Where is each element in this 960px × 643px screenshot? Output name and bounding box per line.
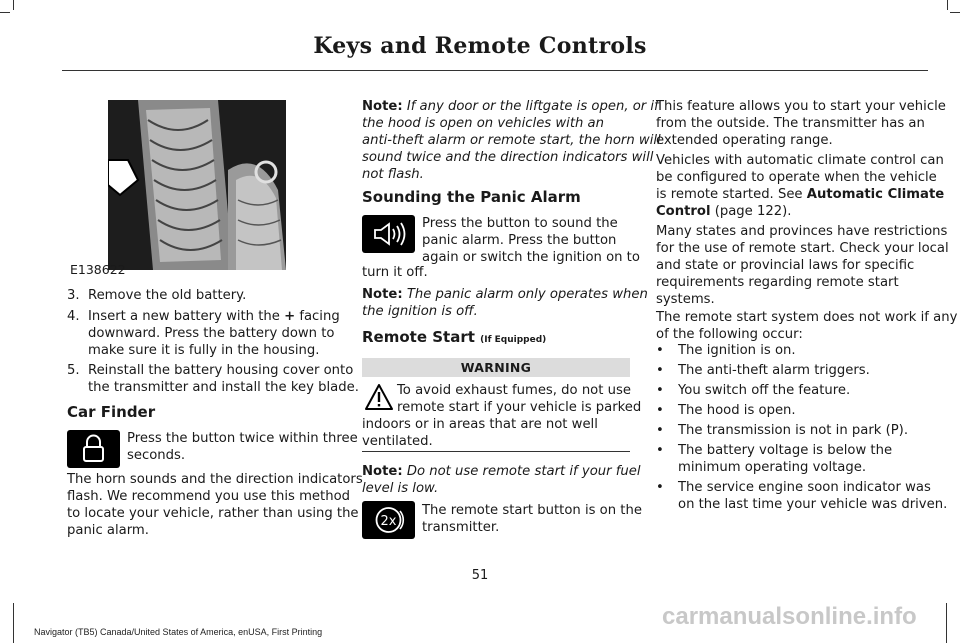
- step-text: facing: [295, 309, 340, 324]
- car-finder-instruction: Press the button twice within three seconds.: [127, 431, 358, 463]
- warning-rule: [362, 451, 630, 452]
- crop-mark: [947, 0, 948, 10]
- step-text: make sure it is fully in the housing.: [88, 343, 320, 358]
- horn-icon: [362, 215, 415, 253]
- panic-instruction: Press the button to sound the panic alarm. Press the button again or switch the ignition on to: [422, 216, 640, 265]
- warning-icon-wrap: [364, 383, 394, 411]
- car-finder-paragraph: The horn sounds and the direction indicators flash. We recommend you use this method to locate your vehicle, rather than using the panic alarm.: [67, 472, 363, 538]
- crop-mark: [0, 12, 10, 13]
- climate-control-link[interactable]: Automatic Climate: [806, 187, 945, 202]
- lock-icon: [67, 430, 120, 468]
- crop-mark: [946, 603, 947, 643]
- step-number: 3.: [67, 288, 80, 303]
- conditions-intro: The remote start system does not work if any of the following occur:: [656, 310, 958, 342]
- step-text: Remove the old battery.: [88, 288, 247, 303]
- climate-control-paragraph: Vehicles with automatic climate control can be configured to operate when the vehicle is remote started. See Automatic Climate Control (page 122).: [656, 153, 945, 219]
- if-equipped-label: (If Equipped): [480, 335, 547, 345]
- document-info: Navigator (TB5) Canada/United States of America, enUSA, First Printing: [34, 627, 323, 637]
- note-door-open: Note: If any door or the liftgate is open, or if the hood is open on vehicles with an anti-theft alarm or remote start, the horn will sound twice and the direction indicators will not flash.: [362, 99, 661, 182]
- note-panic-ignition: Note: The panic alarm only operates when the ignition is off.: [362, 287, 648, 319]
- watermark: carmanualsonline.info: [662, 603, 917, 630]
- crop-mark: [13, 603, 14, 643]
- crop-mark: [13, 0, 14, 10]
- remote-start-heading: Remote Start (If Equipped): [362, 328, 547, 346]
- header-rule: [62, 70, 928, 71]
- key-fob-illustration: [108, 100, 286, 270]
- conditions-list: • The ignition is on. • The anti-theft alarm triggers. • You switch off the feature. • The hood is open. • The transmission is not in park (P). • The battery voltage is below the minimum operating voltage. • The service engine soon indicator was on the last time your vehicle was driven.: [656, 343, 948, 512]
- panic-instruction-end: turn it off.: [362, 265, 428, 280]
- image-label: E138622: [70, 262, 126, 277]
- step-number: 4.: [67, 309, 80, 324]
- panic-alarm-heading: Sounding the Panic Alarm: [362, 188, 581, 206]
- page-title: Keys and Remote Controls: [313, 33, 647, 59]
- remote-start-intro: This feature allows you to start your vehicle from the outside. The transmitter has an extended operating range.: [656, 99, 946, 148]
- warning-triangle-icon: [364, 383, 394, 411]
- step-number: 5.: [67, 363, 80, 378]
- warning-banner: WARNING: [362, 358, 630, 377]
- remote-start-2x-icon: [362, 501, 415, 539]
- step-text: Reinstall the battery housing cover onto: [88, 363, 354, 378]
- step-text: Insert a new battery with the: [88, 309, 285, 324]
- remote-start-button-icon: [362, 501, 415, 539]
- remote-start-instruction: The remote start button is on the transmitter.: [422, 503, 642, 535]
- lock-button-icon: [67, 430, 120, 468]
- page-number: 51: [471, 568, 489, 583]
- note-fuel-level: Note: Do not use remote start if your fuel level is low.: [362, 464, 641, 496]
- plus-sign: +: [284, 309, 296, 324]
- restrictions-paragraph: Many states and provinces have restrictions for the use of remote start. Check your local and state or provincial laws for specific requirements regarding remote start systems.: [656, 224, 949, 307]
- climate-control-link[interactable]: Control: [656, 204, 711, 219]
- warning-text-more: indoors or in areas that are not well ventilated.: [362, 417, 598, 449]
- crop-mark: [950, 12, 960, 13]
- panic-button-icon: [362, 215, 415, 253]
- remote-icon-text: 2x: [380, 514, 397, 529]
- step-text: downward. Press the battery down to: [88, 326, 335, 341]
- car-finder-heading: Car Finder: [67, 403, 156, 421]
- warning-text: To avoid exhaust fumes, do not use remote start if your vehicle is parked: [397, 383, 642, 415]
- battery-illustration: [108, 100, 286, 270]
- step-text: the transmitter and install the key blade.: [88, 380, 359, 395]
